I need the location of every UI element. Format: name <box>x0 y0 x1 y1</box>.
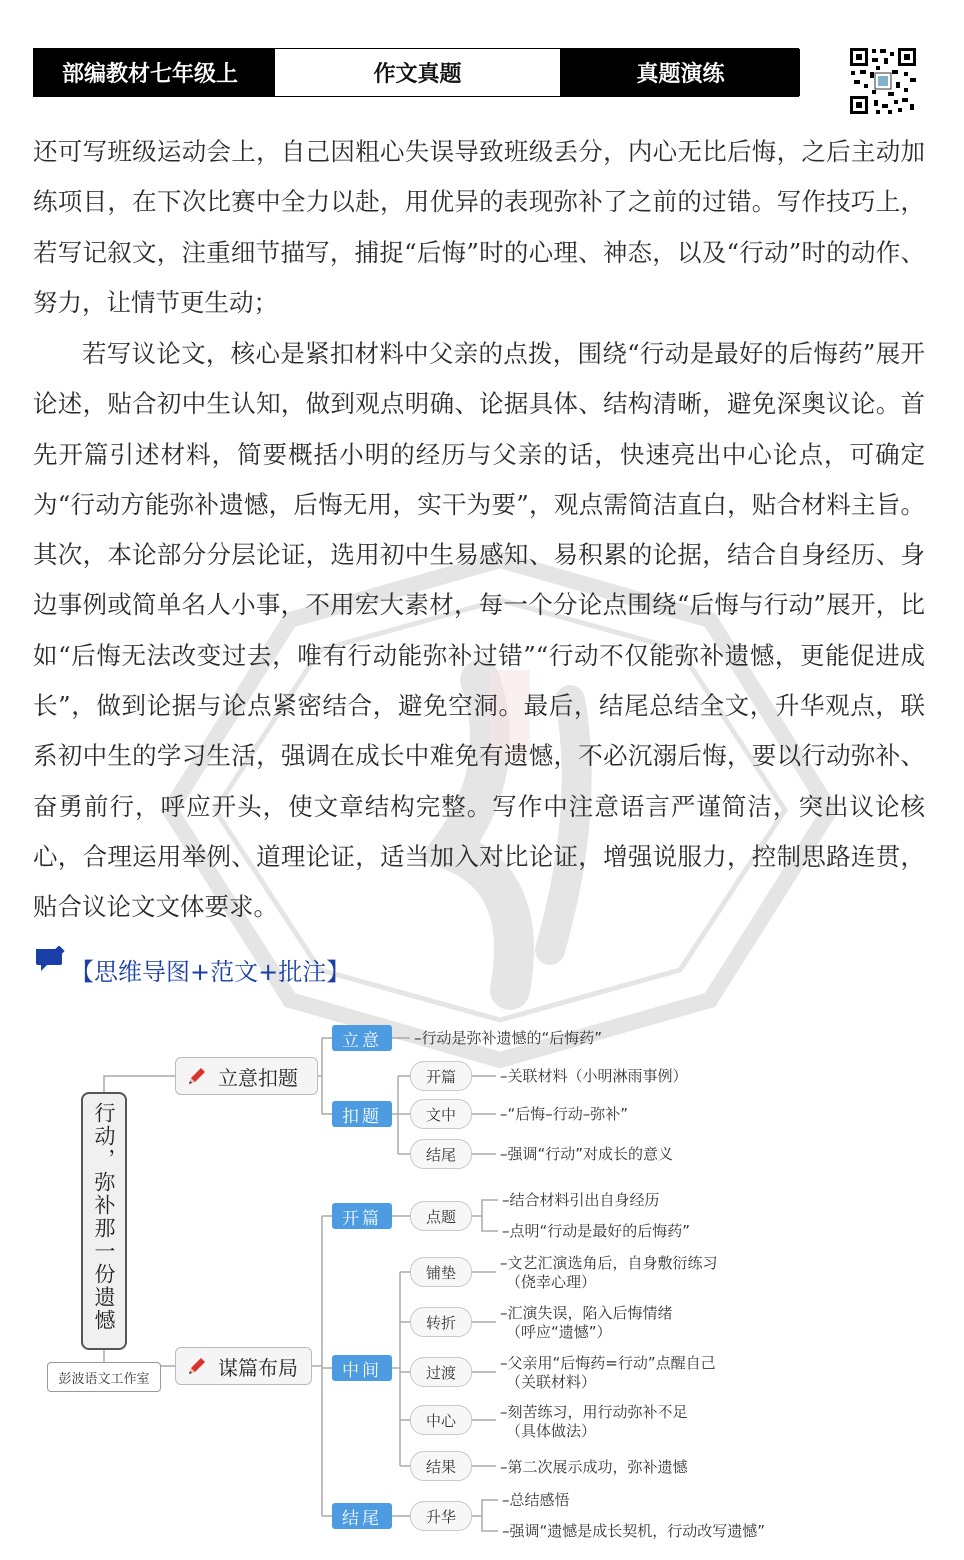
pencil-icon <box>186 1355 208 1377</box>
leaf-sublimation-1: –总结感悟 <box>502 1491 570 1509</box>
header-grade-label: 部编教材七年级上 <box>34 49 274 96</box>
leaf-transition-2: （关联材料） <box>506 1373 597 1391</box>
node-result: 结果 <box>410 1451 472 1481</box>
leaf-setup-1: –文艺汇演选角后，自身敷衍练习 <box>500 1254 718 1272</box>
leaf-turn-2: （呼应“遗憾”） <box>506 1323 612 1341</box>
leaf-center-2: （具体做法） <box>506 1422 597 1440</box>
mindmap-root <box>81 1092 127 1350</box>
node-center: 中心 <box>410 1405 472 1435</box>
branch-topic <box>175 1057 318 1095</box>
leaf-point-1: –结合材料引出自身经历 <box>502 1191 660 1209</box>
tag-open: 开篇 <box>332 1203 392 1229</box>
node-sublimation: 升华 <box>410 1501 472 1531</box>
leaf-intent: –行动是弥补遗憾的“后悔药” <box>414 1029 603 1047</box>
header-section-label: 真题演练 <box>561 49 800 96</box>
leaf-body: –“后悔–行动–弥补” <box>500 1105 629 1123</box>
body-paragraph-2: 若写议论文，核心是紧扣材料中父亲的点拨，围绕“行动是最好的后悔药”展开论述，贴合初中生认知，做到观点明确、论据具体、结构清晰，避免深奥议论。首先开篇引述材料，简要概括小明的经历与父亲的话，快速亮出中心论点，可确定为“行动方能弥补遗憾，后悔无用，实干为要”，观点需简洁直白，贴合材料主旨。其次，本论部分分层论证，选用初中生易感知、易积累的论据，结合自身经历、身边事例或简单名人小事，不用宏大素材，每一个分论点围绕“后悔与行动”展开，比如“后悔无法改变过去，唯有行动能弥补过错”“行动不仅能弥补遗憾，更能促进成长”，做到论据与论点紧密结合，避免空洞。最后，结尾总结全文，升华观点，联系初中生的学习生活，强调在成长中难免有遗憾，不必沉溺后悔，要以行动弥补、奋勇前行，呼应开头，使文章结构完整。写作中注意语言严谨简洁，突出议论核心，合理运用举例、道理论证，适当加入对比论证，增强说服力，控制思路连贯，贴合议论文文体要求。 <box>33 339 925 922</box>
node-opening: 开篇 <box>410 1061 472 1091</box>
body-paragraph-1: 还可写班级运动会上，自己因粗心失误导致班级丢分，内心无比后悔，之后主动加练项目，在下次比赛中全力以赴，用优异的表现弥补了之前的过错。写作技巧上，若写记叙文，注重细节描写，捕捉“后悔”时的心理、神态，以及“行动”时的动作、努力，让情节更生动； <box>33 137 925 317</box>
node-transition: 过渡 <box>410 1357 472 1387</box>
leaf-center-1: –刻苦练习，用行动弥补不足 <box>500 1403 688 1421</box>
tag-middle: 中间 <box>332 1355 392 1381</box>
leaf-sublimation-2: –强调“遗憾是成长契机，行动改写遗憾” <box>502 1522 766 1540</box>
node-setup: 铺垫 <box>410 1257 472 1287</box>
leaf-result-1: –第二次展示成功，弥补遗憾 <box>500 1458 688 1476</box>
node-ending: 结尾 <box>410 1139 472 1169</box>
tag-theme: 扣题 <box>332 1101 392 1127</box>
header-category-label: 作文真题 <box>274 49 561 96</box>
tag-end: 结尾 <box>332 1503 392 1529</box>
pencil-icon <box>186 1065 208 1087</box>
branch-structure <box>175 1347 312 1385</box>
branch-topic-label: 立意扣题 <box>218 1065 298 1090</box>
node-point: 点题 <box>410 1201 472 1231</box>
section-title: 【思维导图+范文+批注】 <box>70 958 351 986</box>
studio-label: 彭波语文工作室 <box>47 1362 161 1392</box>
leaf-setup-2: （侥幸心理） <box>506 1273 597 1291</box>
node-turn: 转折 <box>410 1307 472 1337</box>
leaf-opening: –关联材料（小明淋雨事例） <box>500 1067 688 1085</box>
leaf-transition-1: –父亲用“后悔药=行动”点醒自己 <box>500 1354 716 1372</box>
leaf-turn-1: –汇演失误，陷入后悔情绪 <box>500 1304 673 1322</box>
leaf-point-2: –点明“行动是最好的后悔药” <box>502 1222 691 1240</box>
node-body: 文中 <box>410 1099 472 1129</box>
branch-structure-label: 谋篇布局 <box>218 1355 298 1380</box>
tag-intent: 立意 <box>332 1025 392 1051</box>
mindmap-root-label: 行动，弥补那一份遗憾 <box>92 1102 116 1332</box>
leaf-ending: –强调“行动”对成长的意义 <box>500 1145 674 1163</box>
